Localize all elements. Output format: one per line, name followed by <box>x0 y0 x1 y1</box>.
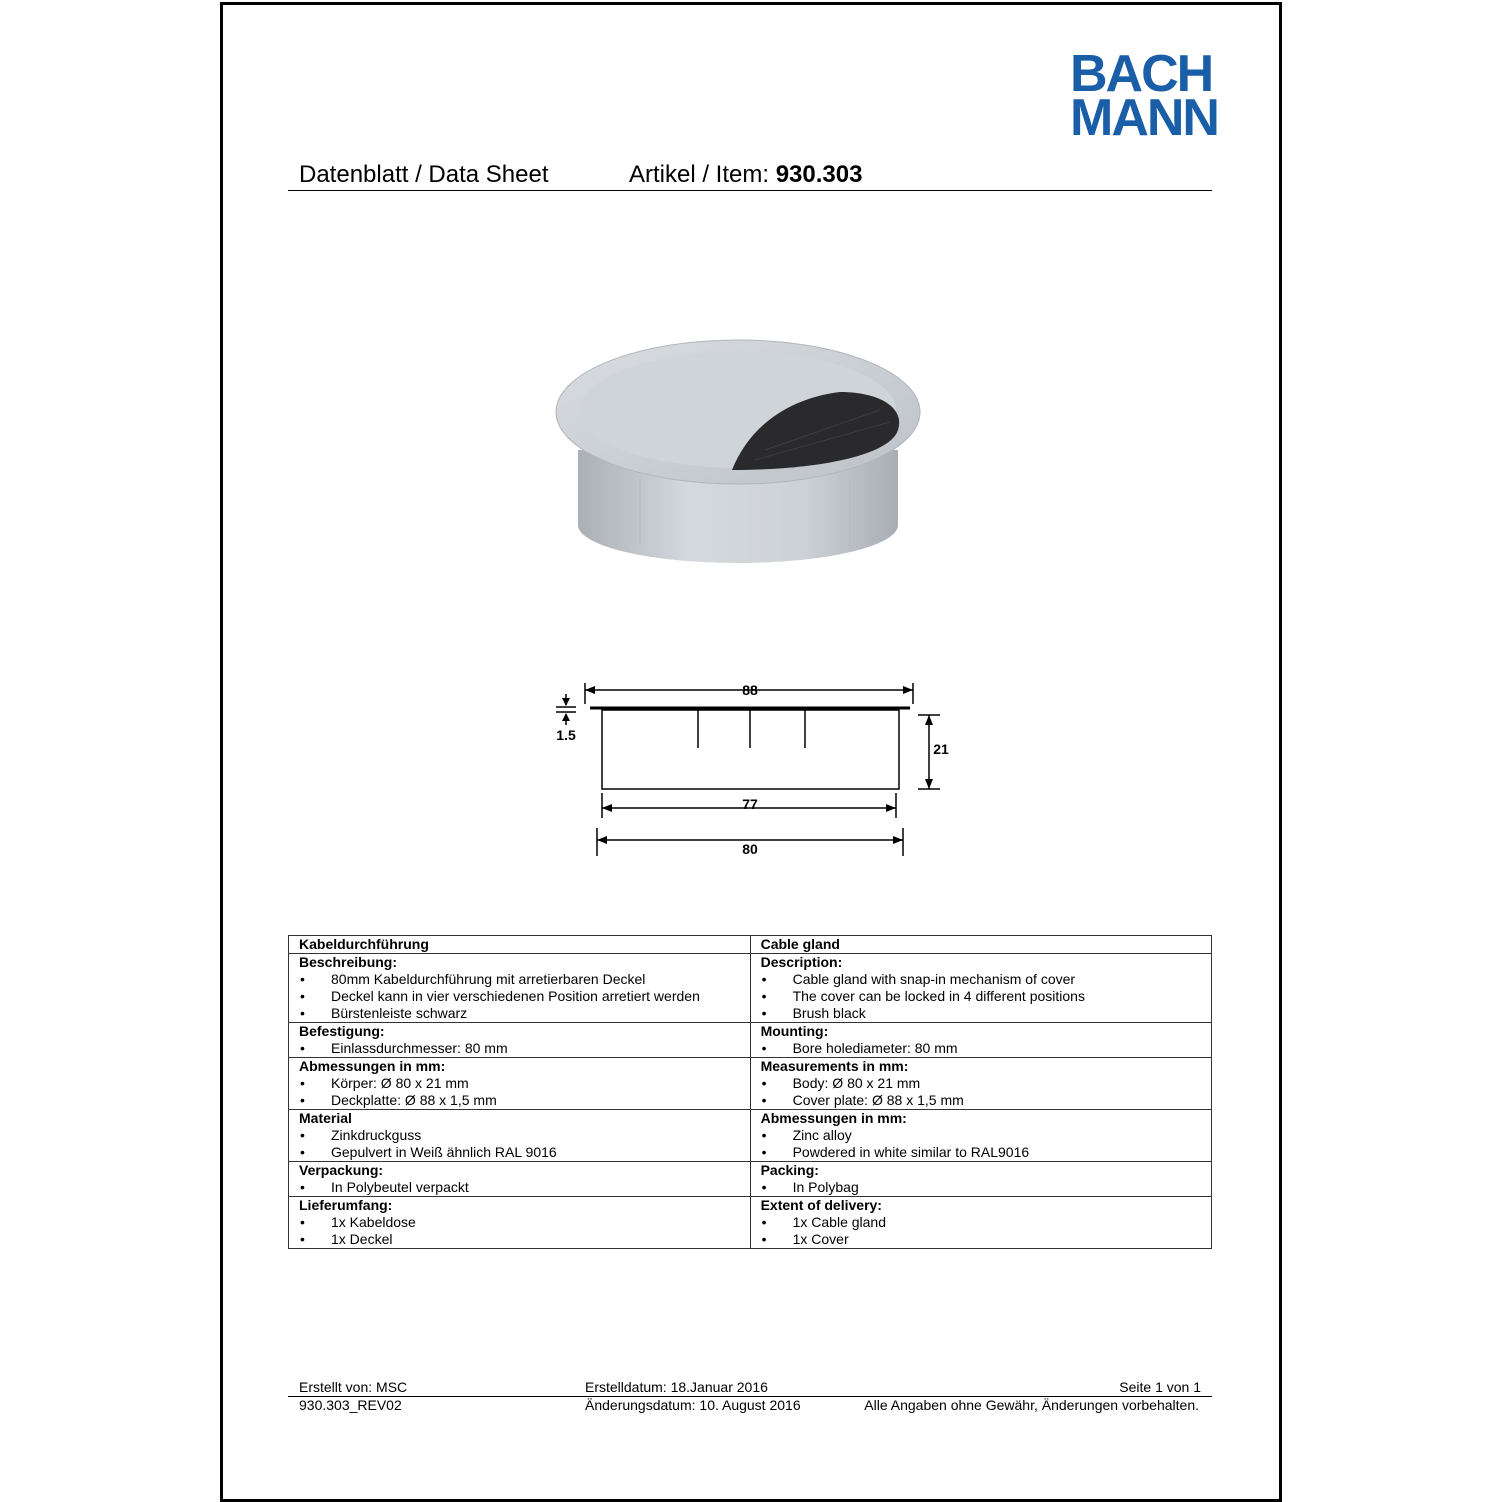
spec-cell-en <box>750 1197 1211 1249</box>
footer-revision: 930.303_REV02 <box>299 1397 402 1413</box>
spec-bullet-item: • Powdered in white similar to RAL9016 <box>761 1144 1211 1161</box>
spec-bullet-item: • Deckel kann in vier verschiedenen Position arretiert werden <box>299 988 750 1005</box>
footer-row-1 <box>288 1379 1212 1397</box>
spec-heading: Measurements in mm: <box>760 1058 909 1074</box>
footer-created-by: Erstellt von: MSC <box>299 1379 408 1395</box>
spec-cell-en <box>750 1023 1211 1058</box>
dim-label-88: 88 <box>742 682 758 698</box>
spec-row <box>289 1058 1212 1110</box>
spec-bullet-list <box>299 1040 750 1057</box>
spec-heading: Material <box>299 1110 352 1126</box>
item-label: Artikel / Item: <box>629 161 776 188</box>
spec-heading: Verpackung: <box>299 1162 384 1178</box>
spec-bullet-list <box>761 971 1211 1022</box>
spec-cell-en <box>750 1110 1211 1162</box>
spec-bullet-list <box>299 971 750 1022</box>
dim-label-77: 77 <box>742 796 758 812</box>
bachmann-logo <box>1070 45 1218 147</box>
page-footer <box>288 1379 1212 1414</box>
spec-bullet-item: • Bürstenleiste schwarz <box>299 1005 750 1022</box>
footer-created-date: Erstelldatum: 18.Januar 2016 <box>585 1379 768 1395</box>
dim-label-80: 80 <box>742 841 758 857</box>
spec-cell-en <box>750 1058 1211 1110</box>
page-header <box>288 158 1212 191</box>
spec-cell-de <box>289 1197 751 1249</box>
spec-bullet-list <box>761 1214 1211 1248</box>
spec-bullet-item: • Cover plate: Ø 88 x 1,5 mm <box>761 1092 1211 1109</box>
spec-row <box>289 936 1212 954</box>
spec-bullet-item: • In Polybag <box>761 1179 1211 1196</box>
spec-table <box>288 935 1212 1249</box>
dim-label-21: 21 <box>933 741 949 757</box>
spec-bullet-list <box>761 1040 1211 1057</box>
spec-cell-en <box>750 954 1211 1023</box>
spec-heading: Beschreibung: <box>299 954 398 970</box>
spec-cell-de <box>289 1058 751 1110</box>
spec-heading: Cable gland <box>760 936 840 952</box>
spec-cell-de <box>289 936 751 954</box>
spec-row <box>289 1023 1212 1058</box>
spec-row <box>289 1162 1212 1197</box>
spec-bullet-item: • Zinkdruckguss <box>299 1127 750 1144</box>
spec-heading: Lieferumfang: <box>299 1197 393 1213</box>
spec-heading: Kabeldurchführung <box>299 936 429 952</box>
spec-heading: Description: <box>760 954 843 970</box>
spec-bullet-list <box>299 1214 750 1248</box>
spec-heading: Abmessungen in mm: <box>299 1058 446 1074</box>
spec-cell-de <box>289 1110 751 1162</box>
spec-heading: Extent of delivery: <box>760 1197 882 1213</box>
logo-line-1: BACH <box>1070 45 1213 103</box>
spec-cell-de <box>289 1162 751 1197</box>
spec-bullet-item: • 1x Deckel <box>299 1231 750 1248</box>
footer-modified-date: Änderungsdatum: 10. August 2016 <box>585 1397 801 1413</box>
technical-drawing <box>548 678 968 868</box>
spec-bullet-item: • 1x Cover <box>761 1231 1211 1248</box>
spec-row <box>289 1110 1212 1162</box>
spec-bullet-item: • Körper: Ø 80 x 21 mm <box>299 1075 750 1092</box>
spec-cell-en <box>750 936 1211 954</box>
spec-bullet-item: • The cover can be locked in 4 different positions <box>761 988 1211 1005</box>
spec-bullet-item: • 80mm Kabeldurchführung mit arretierbaren Deckel <box>299 971 750 988</box>
spec-cell-de <box>289 954 751 1023</box>
spec-bullet-item: • Einlassdurchmesser: 80 mm <box>299 1040 750 1057</box>
dim-label-thickness: 1.5 <box>556 727 576 743</box>
logo-line-2: MANN <box>1070 89 1218 147</box>
cable-gland-photo <box>550 330 930 580</box>
footer-page-number: Seite 1 von 1 <box>1119 1379 1201 1395</box>
spec-bullet-item: • Bore holediameter: 80 mm <box>761 1040 1211 1057</box>
spec-bullet-item: • Deckplatte: Ø 88 x 1,5 mm <box>299 1092 750 1109</box>
spec-bullet-list <box>761 1127 1211 1161</box>
spec-bullet-list <box>299 1127 750 1161</box>
spec-cell-en <box>750 1162 1211 1197</box>
spec-bullet-item: • Body: Ø 80 x 21 mm <box>761 1075 1211 1092</box>
spec-bullet-item: • Brush black <box>761 1005 1211 1022</box>
spec-bullet-list <box>761 1075 1211 1109</box>
spec-bullet-item: • Cable gland with snap-in mechanism of cover <box>761 971 1211 988</box>
spec-bullet-list <box>299 1179 750 1196</box>
doc-type-title: Datenblatt / Data Sheet <box>299 161 549 188</box>
footer-disclaimer: Alle Angaben ohne Gewähr, Änderungen vorbehalten. <box>864 1397 1199 1413</box>
spec-row <box>289 954 1212 1023</box>
spec-bullet-item: • Gepulvert in Weiß ähnlich RAL 9016 <box>299 1144 750 1161</box>
spec-heading: Packing: <box>760 1162 819 1178</box>
item-title <box>629 161 862 189</box>
spec-heading: Mounting: <box>760 1023 829 1039</box>
spec-bullet-list <box>761 1179 1211 1196</box>
spec-bullet-item: • Zinc alloy <box>761 1127 1211 1144</box>
spec-table-body <box>289 936 1212 1249</box>
spec-cell-de <box>289 1023 751 1058</box>
spec-bullet-item: • 1x Kabeldose <box>299 1214 750 1231</box>
spec-heading: Befestigung: <box>299 1023 385 1039</box>
spec-heading: Abmessungen in mm: <box>760 1110 907 1126</box>
item-number: 930.303 <box>775 161 863 188</box>
spec-row <box>289 1197 1212 1249</box>
spec-bullet-item: • 1x Cable gland <box>761 1214 1211 1231</box>
spec-bullet-list <box>299 1075 750 1109</box>
footer-row-2 <box>288 1397 1212 1414</box>
spec-bullet-item: • In Polybeutel verpackt <box>299 1179 750 1196</box>
